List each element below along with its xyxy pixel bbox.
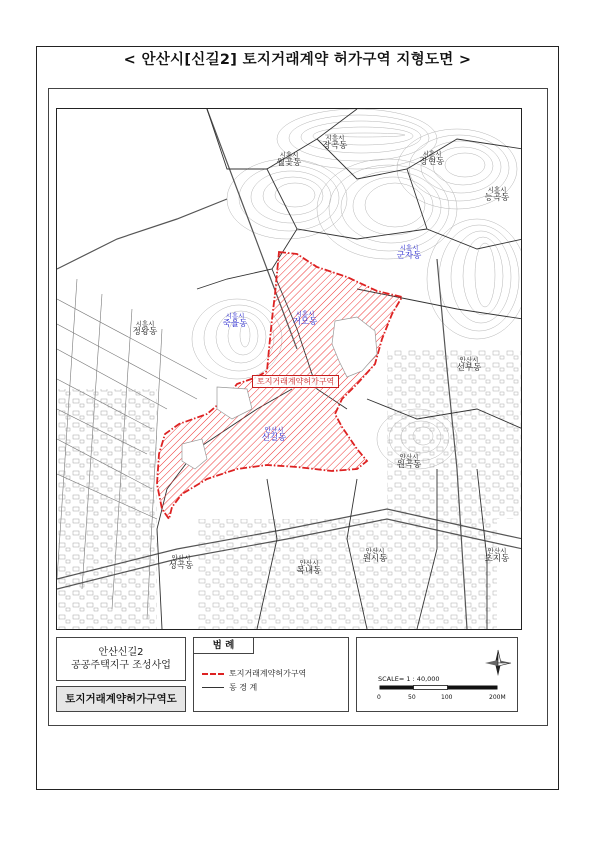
boundary-line-symbol — [202, 687, 224, 688]
zone-line-symbol — [202, 673, 224, 675]
north-arrow-icon — [483, 648, 513, 678]
place-label: 시흥시 거모동 — [292, 310, 318, 328]
building-blocks-e — [387, 349, 522, 519]
legend-item-label: 토지거래계약허가구역 — [229, 669, 307, 678]
contour-line — [445, 153, 485, 177]
project-name-box — [56, 637, 186, 681]
place-label: 안산시 신길동 — [261, 426, 287, 444]
contour-line — [365, 183, 425, 227]
contour-line — [263, 177, 323, 215]
scale-tick: 0 — [377, 694, 381, 701]
place-label: 시흥시 능곡동 — [484, 186, 510, 204]
place-label: 안산시 성곡동 — [168, 554, 194, 572]
place-label: 시흥시 월곶동 — [276, 151, 302, 169]
scale-box — [356, 637, 518, 712]
scale-text: SCALE= 1 : 40,000 — [378, 675, 440, 683]
contour-line — [289, 115, 429, 161]
contour-line — [427, 219, 522, 339]
contour-line — [329, 165, 449, 251]
permit-zone-label: 토지거래계약허가구역 — [252, 375, 339, 388]
scale-tick: 50 — [408, 694, 416, 701]
place-label: 시흥시 정왕동 — [132, 320, 158, 338]
page-title: < 안산시[신길2] 토지거래계약 허가구역 지형도면 > — [123, 52, 472, 68]
contour-line — [463, 237, 503, 315]
place-label: 안산시 원곡동 — [396, 453, 422, 471]
project-name: 안산신길2 — [98, 647, 144, 658]
legend-item-zone — [202, 669, 306, 679]
building-blocks-sw — [57, 389, 157, 630]
map-name-box: 토지거래계약허가구역도 — [56, 686, 186, 712]
place-label: 시흥시 죽율동 — [222, 312, 248, 330]
place-label: 안산시 선부동 — [456, 356, 482, 374]
contour-line — [341, 171, 441, 243]
scale-bar — [379, 684, 499, 692]
contour-line — [475, 243, 495, 307]
legend — [193, 637, 349, 712]
place-label: 안산시 원시동 — [362, 547, 388, 565]
scale-tick: 200M — [489, 694, 506, 701]
place-label: 안산시 목내동 — [296, 559, 322, 577]
place-label: 안산시 초지동 — [484, 547, 510, 565]
place-label: 시흥시 군자동 — [396, 244, 422, 262]
place-label: 시흥시 장현동 — [419, 150, 445, 168]
map-canvas — [57, 109, 522, 630]
legend-item-label: 동 경 계 — [229, 683, 258, 692]
place-label: 시흥시 장곡동 — [322, 134, 348, 152]
legend-item-boundary — [202, 683, 257, 693]
contour-line — [239, 165, 339, 231]
project-subtitle: 공공주택지구 조성사업 — [71, 660, 171, 671]
contour-line — [275, 183, 315, 207]
legend-heading: 범 례 — [194, 638, 254, 654]
topographic-map — [56, 108, 522, 630]
building-blocks-s — [197, 519, 497, 629]
scale-tick: 100 — [441, 694, 453, 701]
